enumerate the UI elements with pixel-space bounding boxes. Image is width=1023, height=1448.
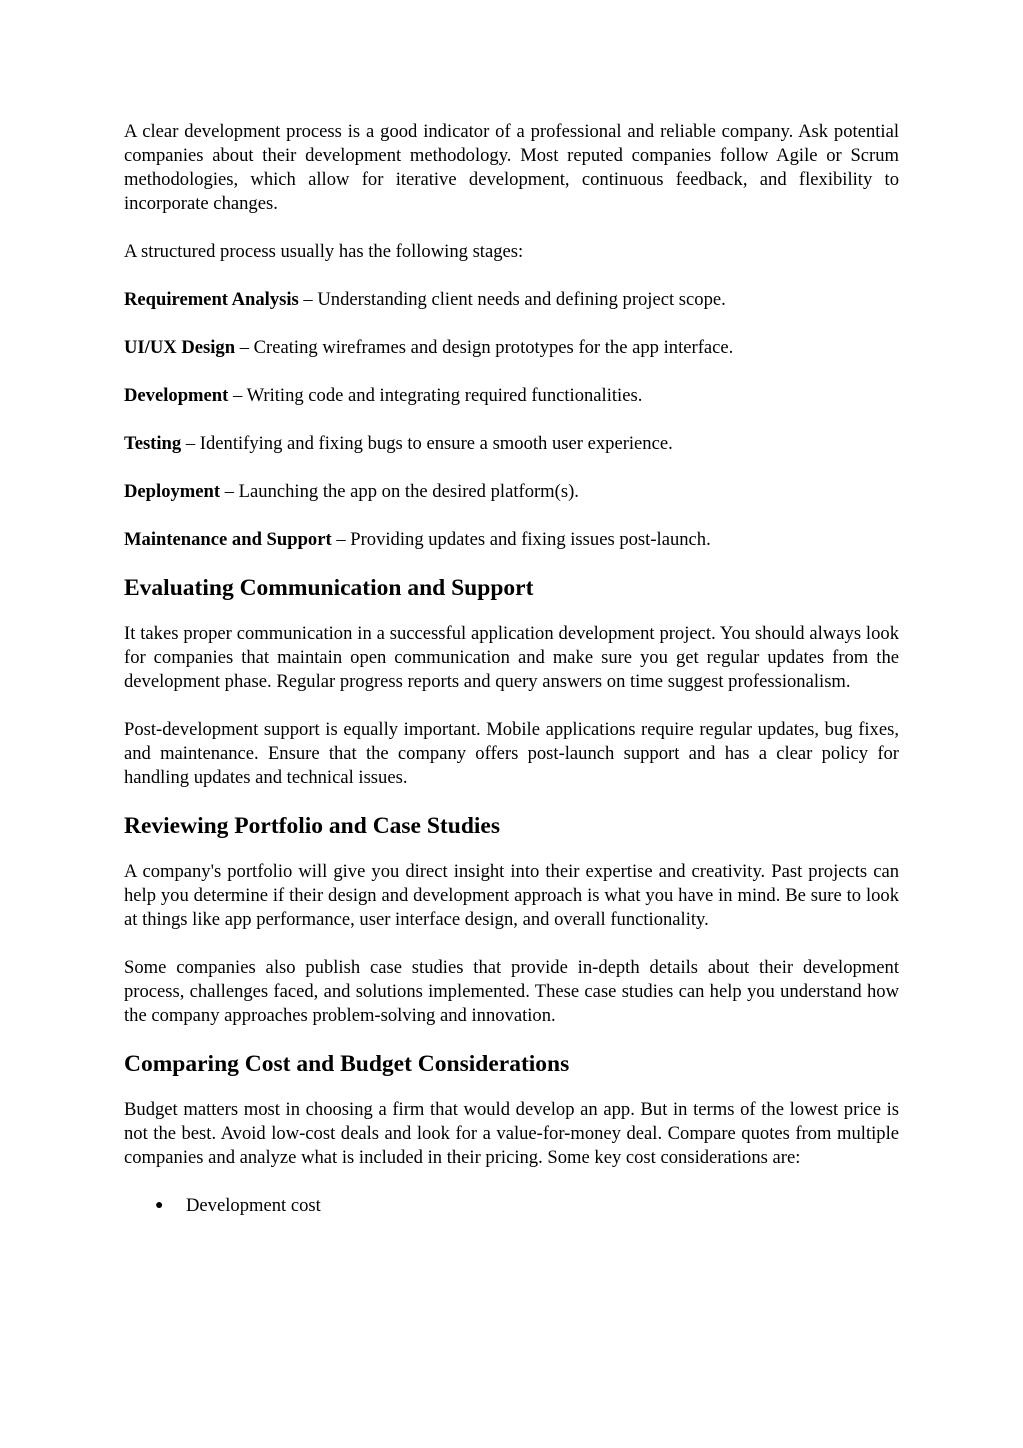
portfolio-paragraph-2: Some companies also publish case studies that provide in-depth details about their development process, challenges faced, and solutions implemented. These case studies can help you understand how the company approaches problem-solving and innovation. — [124, 957, 899, 1026]
stage-term: Deployment — [124, 481, 221, 502]
stage-ui-ux-design — [124, 336, 899, 360]
communication-paragraph-2: Post-development support is equally important. Mobile applications require regular updates, bug fixes, and maintenance. Ensure that the company offers post-launch support and has a clear policy for handling updates and technical issues. — [124, 719, 899, 788]
document-page — [124, 120, 899, 1218]
heading-portfolio-case-studies: Reviewing Portfolio and Case Studies — [124, 813, 500, 839]
intro-paragraph-methodology: A clear development process is a good indicator of a professional and reliable company. Ask potential companies about their development methodology. Most reputed companies follow Agile or Scrum methodologies, which allow for iterative development, continuous feedback, and flexibility to incorporate changes. — [124, 121, 899, 214]
portfolio-paragraph-1: A company's portfolio will give you direct insight into their expertise and creativity. Past projects can help you determine if their design and development approach is what you have in mind. Be sure to look at things like app performance, user interface design, and overall functionality. — [124, 861, 899, 930]
stage-term: Development — [124, 385, 229, 406]
list-item — [124, 1194, 899, 1218]
stage-development — [124, 384, 899, 408]
list-item-text: Development cost — [186, 1195, 321, 1216]
stage-deployment — [124, 480, 899, 504]
intro-paragraph-stages: A structured process usually has the following stages: — [124, 241, 524, 262]
stage-maintenance-support — [124, 528, 899, 552]
cost-paragraph-1: Budget matters most in choosing a firm that would develop an app. But in terms of the lowest price is not the best. Avoid low-cost deals and look for a value-for-money deal. Compare quotes from multiple companies and analyze what is included in their pricing. Some key cost considerations are: — [124, 1099, 899, 1168]
stage-term: UI/UX Design — [124, 337, 236, 358]
stage-description: – Providing updates and fixing issues post-launch. — [331, 529, 711, 550]
communication-paragraph-1: It takes proper communication in a successful application development project. You should always look for companies that maintain open communication and make sure you get regular updates from the development phase. Regular progress reports and query answers on time suggest professionalism. — [124, 623, 899, 692]
stage-term: Requirement Analysis — [124, 289, 299, 310]
cost-considerations-list — [124, 1194, 899, 1218]
stage-requirement-analysis — [124, 288, 899, 312]
stage-term: Maintenance and Support — [124, 529, 332, 550]
stage-description: – Launching the app on the desired platform(s). — [220, 481, 579, 502]
stage-term: Testing — [124, 433, 182, 454]
stage-description: – Creating wireframes and design prototypes for the app interface. — [235, 337, 734, 358]
stages-list — [124, 288, 899, 552]
bullet-icon: ● — [155, 1198, 164, 1213]
stage-description: – Identifying and fixing bugs to ensure a smooth user experience. — [181, 433, 673, 454]
stage-testing — [124, 432, 899, 456]
stage-description: – Understanding client needs and defining project scope. — [298, 289, 726, 310]
heading-communication-support: Evaluating Communication and Support — [124, 575, 534, 601]
heading-cost-budget: Comparing Cost and Budget Considerations — [124, 1051, 570, 1077]
stage-description: – Writing code and integrating required functionalities. — [228, 385, 643, 406]
